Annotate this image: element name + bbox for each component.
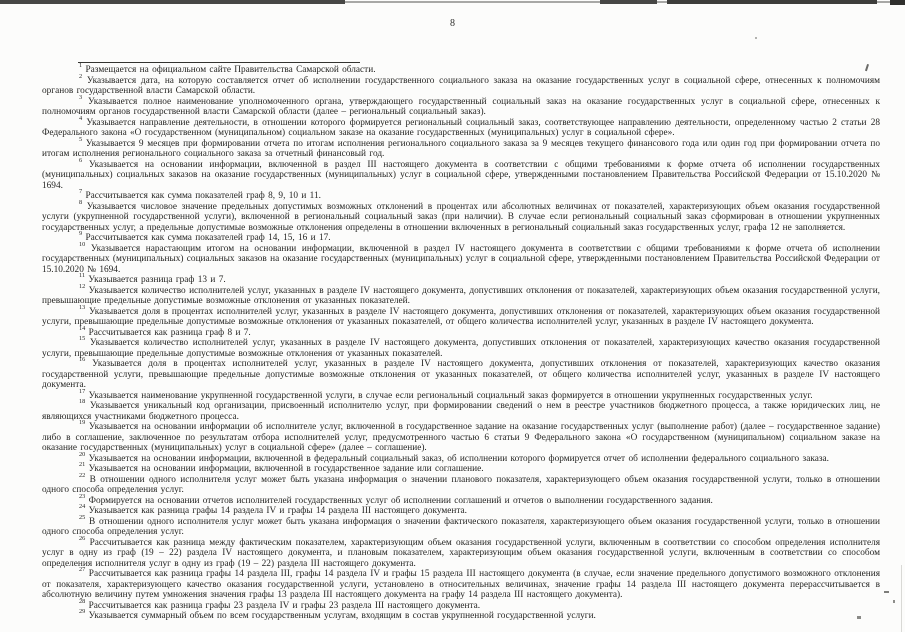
footnote-23 [42,492,880,507]
footnote-4 [42,114,881,139]
footnote-text: Указывается нарастающим итогом на основании информации, включенной в раздел IV настоящего документа в соответствии с общими требованиями к форме отчета об исполнении государственных (муниципальных) социальных заказов на оказание государственных (муниципальных) услуг в социальной сфере, утвержденными постановлением Правительства Российской Федерации от 15.10.2020 № 1694. [42,243,880,275]
footnote-text: Указывается на основании информации, включенной в раздел III настоящего документа в соответствии с общими требованиями к форме отчета об исполнении государственных (муниципальных) социальных заказов на оказание государственных (муниципальных) услуг в социальной сфере, утвержденными постановлением Правительства Российской Федерации от 15.10.2020 № 1694. [42,159,880,191]
footnote-text: Рассчитывается как сумма показателей граф 14, 15, 16 и 17. [85,233,331,243]
footnote-17 [42,387,880,402]
footnote-20 [42,450,880,465]
scan-artifact-segment [890,0,905,5]
footnote-text: Указывается как разница графы 14 раздела IV и графы 14 раздела III настоящего документа. [88,506,467,516]
footnote-7 [42,188,880,202]
footnote-marker: 10 [79,240,86,248]
footnote-16 [42,356,880,391]
footnote-marker: 15 [79,335,86,343]
footnote-text: Указывается на основании информации об исполнителе услуг, включенной в государственное задание на оказание государственных услуг (выполнение работ) (далее – государственное задание) либо в соглашение, заключенное по результатам отбора исполнителей услуг, предусмотренного частью 6 статьи 9 Федерального закона «О государственном (муниципальном) социальном заказе на оказание государственных (муниципальных) услуг в социальной сфере» (далее – соглашение). [42,422,880,453]
footnote-29 [42,608,880,622]
footnote-text: Формируется на основании отчетов исполнителей государственных услуг об исполнении соглашений и отчетов о выполнении государственного задания. [88,495,713,506]
footnote-marker: 6 [79,156,83,164]
footnote-27 [42,566,880,601]
footnote-text: Указывается количество исполнителей услуг, указанных в разделе IV настоящего документа, допустивших отклонения от показателей, характеризующих качество оказания государственной услуги, превышающие предельные допустимые возможные отклонения от указанных показателей. [42,338,880,359]
footnote-11 [42,272,880,286]
footnote-marker: 11 [79,272,86,280]
footnote-22 [42,471,880,496]
footnote-marker: 2 [79,72,83,80]
footnote-marker: 21 [79,461,86,469]
scan-artifact-segment [600,0,657,4]
footnote-text: Указывается полное наименование уполномоченного органа, утверждающего государственный социальный заказ на оказание государственных услуг в социальной сфере, отнесенных к полномочиям органов государственной власти Самарской области (далее – региональный социальный заказ). [42,96,880,117]
scan-speck [884,591,889,593]
footnote-text: Указывается доля в процентах исполнителей услуг, указанных в разделе IV настоящего документа, допустивших отклонения от показателей, характеризующих качество оказания государственной услуги, превышающие предельные допустимые возможные отклонения от указанных показателей, от общего количества исполнителей услуг, указанных в разделе IV настоящего документа. [42,359,880,390]
footnote-text: Указывается направление деятельности, в отношении которого формируется региональный социальный заказ, соответствующее направлению деятельности, определенному частью 2 статьи 28 Федерального закона «О государственном (муниципальном) социальном заказе на оказание государственных (муниципальных) услуг в социальной сфере». [42,117,881,138]
footnote-21 [42,461,880,475]
footnote-marker: 18 [79,398,86,406]
footnote-28 [42,597,880,612]
footnote-14 [42,324,880,339]
footnote-text: Рассчитывается как разница графы 23 раздела IV и графы 23 раздела III настоящего документа. [88,600,481,611]
scan-artifact-segment [0,0,345,4]
footnote-marker: 27 [79,566,86,574]
footnote-8 [42,198,880,234]
footnote-12 [42,282,880,307]
footnote-text: Указывается на основании информации, включенной в государственное задание или соглашение. [88,464,484,474]
footnote-separator-line [78,62,360,63]
footnote-marker: 26 [79,534,86,542]
footnote-marker: 22 [79,471,86,479]
footnote-marker: 19 [79,419,86,427]
footnote-text: В отношении одного исполнителя услуг может быть указана информация о значении планового показателя, характеризующего объем оказания государственной услуги, только в отношении одного способа определения услуг. [42,474,880,495]
footnote-15 [42,335,880,359]
footnote-text: Указывается дата, на которую составляется отчет об исполнении государственного социального заказа на оказание государственных услуг в социальной сфере, отнесенных к полномочиям органов государственной власти Самарской области. [42,75,880,96]
footnote-marker: 1 [79,62,83,70]
footnote-25 [42,513,880,538]
footnote-text: Рассчитывается как разница граф 8 и 7. [88,327,251,338]
footnote-26 [42,534,880,570]
footnote-5 [42,135,880,160]
page-number: 8 [450,18,455,29]
footnote-marker: 28 [79,597,86,605]
footnote-marker: 23 [79,492,86,500]
footnote-3 [42,93,880,118]
scan-speck [857,616,861,619]
footnotes-list [42,62,881,622]
footnote-text: Размещается на официальном сайте Правительства Самарской области. [85,65,376,75]
footnote-marker: 17 [79,387,86,395]
footnote-marker: 25 [79,513,86,521]
footnote-text: Указывается суммарный объем по всем государственным услугам, входящим в состав укрупненной государственной услуги. [88,611,596,621]
footnote-10 [42,240,880,276]
footnote-text: Указывается на основании информации, включенной в федеральный социальный заказ, об исполнении которого формируется отчет об исполнении федерального социального заказа. [88,453,829,464]
footnote-text: Указывается числовое значение предельных допустимых возможных отклонений в процентах или абсолютных величинах от показателей, характеризующих объем оказания государственной услуги (укрупненной государственной услуги), включенной в региональный социальный заказ (при наличии). В случае если региональный социальный заказ сформирован в отношении укрупненных государственных услуг, а предельные допустимые возможные отклонения определены в отношении включенных в региональный социальный заказ государственных услуг, графа 12 не заполняется. [42,201,880,233]
footnote-text: Указывается доля в процентах исполнителей услуг, указанных в разделе IV настоящего документа, допустивших отклонения от показателей, характеризующих объем оказания государственной услуги, превышающие предельные допустимые возможные отклонения от указанных показателей, от общего количества исполнителей услуг, указанных в разделе IV настоящего документа. [42,306,880,327]
footnote-marker: 29 [79,608,86,616]
footnote-text: Рассчитывается как разница между фактическим показателем, характеризующим объем оказания государственной услуги, включенным в соответствии со способом определения исполнителя услуг в одну из граф (19 – 22) раздела IV настоящего документа, и плановым показателем, характеризующим объем оказания государственной услуги, включенным в соответствии со способом определения исполнителя услуг в одну из граф (19 – 22) раздела III настоящего документа. [42,537,880,569]
scan-speck [893,600,895,603]
footnote-13 [42,303,880,328]
footnote-marker: 12 [79,282,86,290]
footnote-1 [42,62,880,76]
footnote-marker: 14 [79,324,86,332]
footnote-text: Рассчитывается как сумма показателей граф 8, 9, 10 и 11. [85,191,321,201]
footnote-marker: 20 [79,450,86,458]
scan-artifact-segment [667,0,877,4]
footnote-marker: 8 [79,198,83,206]
footnote-text: Указывается разница граф 13 и 7. [88,275,226,285]
footnote-18 [42,398,881,422]
scan-speck [755,37,757,39]
footnote-marker: 24 [79,503,86,511]
footnote-marker: 4 [79,114,83,122]
footnote-24 [42,503,880,517]
footnote-text: Рассчитывается как разница графы 14 раздела III, графы 14 раздела IV и графы 15 раздела III настоящего документа (в случае, если значение предельного допустимого возможного отклонения от показателя, характеризующего качество оказания государственной услуги, установлено в относительных величинах, значение графы 14 раздела III настоящего документа перерассчитывается в абсолютную величину путем умножения значения графы 13 раздела III настоящего документа на графу 14 раздела III настоящего документа). [42,569,880,600]
footnote-text: Указывается 9 месяцев при формировании отчета по итогам исполнения регионального социального заказа за 9 месяцев текущего финансового года или один год при формировании отчета по итогам исполнения регионального социального заказа за отчетный финансовый год. [42,138,880,159]
footnote-marker: 7 [79,188,83,196]
footnote-19 [42,419,880,454]
footnote-marker: 16 [79,356,86,364]
footnote-text: Указывается уникальный код организации, присвоенный исполнителю услуг, при формировании сведений о нем в реестре участников бюджетного процесса, а также юридических лиц, не являющихся участниками бюджетного процесса. [42,401,881,422]
footnote-marker: 13 [79,303,86,311]
footnote-marker: 9 [79,230,83,238]
page-edge-shadow [901,565,902,632]
footnote-text: Указывается количество исполнителей услуг, указанных в разделе IV настоящего документа, допустивших отклонения от показателей, характеризующих объем оказания государственной услуги, превышающие предельные допустимые возможные отклонения от указанных показателей. [42,285,880,306]
footnote-6 [42,156,880,192]
footnote-marker: 3 [79,93,83,101]
footnote-text: Указывается наименование укрупненной государственной услуги, в случае если региональный социальный заказ формируется в отношении укрупненных государственных услуг. [88,390,813,401]
footnote-text: В отношении одного исполнителя услуг может быть указана информация о значении фактического показателя, характеризующего объем оказания государственной услуги, только в отношении одного способа определения услуг. [42,516,880,537]
footnote-marker: 5 [79,135,83,143]
footnote-9 [42,230,880,244]
footnote-2 [42,72,880,97]
